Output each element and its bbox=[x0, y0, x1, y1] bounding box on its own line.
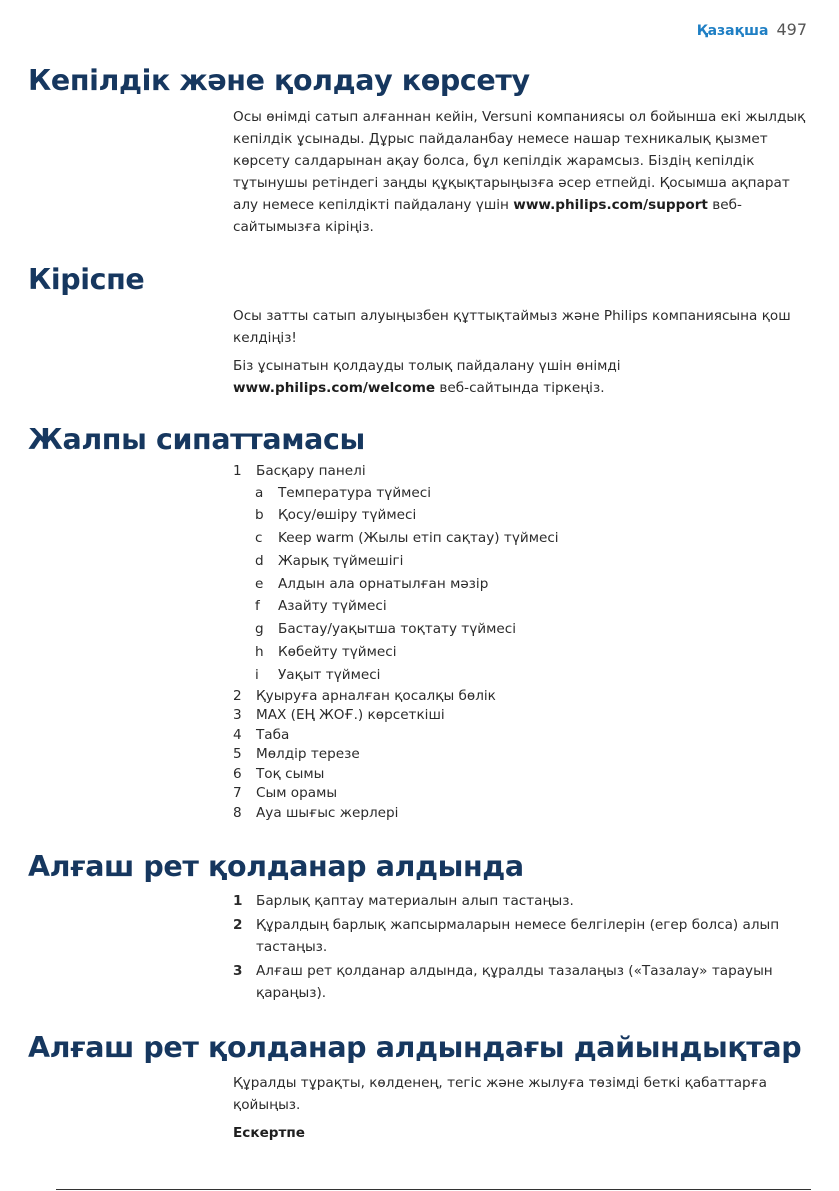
intro-paragraph-1: Осы затты сатып алуыңызбен құттықтаймыз және Philips компаниясына қош келдіңіз! bbox=[233, 308, 791, 346]
sub-item bbox=[233, 664, 808, 687]
note-label-text: Ескертпе bbox=[233, 1125, 306, 1141]
sub-item-text: Температура түймесі bbox=[278, 484, 432, 501]
sub-item-letter: b bbox=[255, 507, 264, 524]
list-item-text: Ауа шығыс жерлері bbox=[256, 804, 399, 821]
section-title-overview: Жалпы сипаттамасы bbox=[28, 423, 365, 456]
step-number: 1 bbox=[233, 893, 243, 909]
step-number: 2 bbox=[233, 917, 243, 933]
overview-list bbox=[233, 462, 808, 823]
list-item-text: Мөлдір терезе bbox=[256, 746, 360, 763]
sub-item-text: Көбейту түймесі bbox=[278, 644, 397, 661]
step-item bbox=[233, 890, 808, 912]
sub-item-letter: e bbox=[255, 575, 264, 592]
list-item-text: Сым орамы bbox=[256, 785, 338, 802]
sub-item-text: Жарық түймешігі bbox=[278, 552, 404, 569]
list-item-number: 2 bbox=[233, 687, 242, 704]
language-label: Қазақша bbox=[696, 23, 769, 39]
sub-item bbox=[233, 641, 808, 664]
sub-item-letter: i bbox=[255, 666, 259, 683]
sub-item bbox=[233, 595, 808, 618]
sub-item-letter: g bbox=[255, 621, 264, 638]
sub-item-text: Уақыт түймесі bbox=[278, 666, 381, 683]
list-item bbox=[233, 745, 808, 765]
list-item-number: 7 bbox=[233, 785, 242, 802]
list-item bbox=[233, 784, 808, 804]
list-item-text: MAX (ЕҢ ЖОҒ.) көрсеткіші bbox=[256, 707, 445, 724]
step-text: Құралдың барлық жапсырмаларын немесе белгілерін (егер болса) алып тастаңыз. bbox=[256, 917, 780, 955]
sub-item-letter: c bbox=[255, 530, 263, 547]
sub-item-text: Keep warm (Жылы етіп сақтау) түймесі bbox=[278, 530, 559, 547]
list-item bbox=[233, 765, 808, 785]
step-text: Алғаш рет қолданар алдында, құралды тазалаңыз («Тазалау» тарауын қараңыз). bbox=[256, 963, 773, 1001]
intro-text bbox=[233, 305, 808, 399]
page-header bbox=[697, 20, 807, 39]
warranty-paragraph bbox=[233, 106, 808, 238]
list-item-text: Таба bbox=[256, 726, 290, 743]
intro-paragraph-2 bbox=[233, 355, 808, 399]
sub-item-text: Азайту түймесі bbox=[278, 598, 387, 615]
sub-item-text: Алдын ала орнатылған мәзір bbox=[278, 575, 489, 592]
sub-item-letter: d bbox=[255, 552, 264, 569]
list-item bbox=[233, 706, 808, 726]
list-item-text: Тоқ сымы bbox=[256, 765, 325, 782]
sub-item bbox=[233, 550, 808, 573]
before-first-use-steps bbox=[233, 890, 808, 1006]
sub-item-letter: f bbox=[255, 598, 260, 615]
section-title-intro: Кіріспе bbox=[28, 263, 145, 296]
step-item bbox=[233, 914, 808, 958]
intro-text-start: Біз ұсынатын қолдауды толық пайдалану үшін өнімді bbox=[233, 358, 621, 374]
step-number: 3 bbox=[233, 963, 243, 979]
sub-item bbox=[233, 573, 808, 596]
intro-text-end: веб-сайтында тіркеңіз. bbox=[435, 380, 605, 396]
warranty-text bbox=[233, 106, 808, 238]
sub-item bbox=[233, 618, 808, 641]
list-item bbox=[233, 804, 808, 824]
step-text: Барлық қаптау материалын алып тастаңыз. bbox=[256, 893, 574, 909]
section-title-preparing: Алғаш рет қолданар алдындағы дайындықтар bbox=[28, 1031, 802, 1064]
preparing-text bbox=[233, 1072, 808, 1144]
section-title-before-first-use: Алғаш рет қолданар алдында bbox=[28, 850, 524, 883]
support-link[interactable]: www.philips.com/support bbox=[513, 197, 708, 213]
step-item bbox=[233, 960, 808, 1004]
list-item-number: 1 bbox=[233, 463, 242, 479]
sub-item-text: Қосу/өшіру түймесі bbox=[278, 507, 417, 524]
note-label bbox=[233, 1122, 808, 1144]
list-item-text: Басқару панелі bbox=[256, 463, 366, 479]
list-item-number: 3 bbox=[233, 707, 242, 724]
sub-item-text: Бастау/уақытша тоқтату түймесі bbox=[278, 621, 516, 638]
warranty-text-end: веб-сайтымызға кіріңіз. bbox=[233, 197, 742, 235]
list-item-number: 4 bbox=[233, 726, 242, 743]
list-item-number: 6 bbox=[233, 765, 242, 782]
preparing-paragraph: Құралды тұрақты, көлденең, тегіс және жылуға төзімді беткі қабаттарға қойыңыз. bbox=[233, 1075, 768, 1113]
list-item bbox=[233, 462, 808, 482]
list-item bbox=[233, 726, 808, 746]
page-number: 497 bbox=[776, 20, 807, 39]
welcome-link[interactable]: www.philips.com/welcome bbox=[233, 380, 436, 396]
sub-item bbox=[233, 504, 808, 527]
warranty-text-start: Осы өнімді сатып алғаннан кейін, Versuni компаниясы ол бойынша екі жылдық кепілдік ұсынады. Дұрыс пайдаланбау немесе нашар техникалық қызмет көрсету салдарынан ақау болса, бұл кепілдік жарамсыз. Біздің кепілдік тұтынушы ретіндегі заңды құқықтарыңызға әсер етпейді. Қосымша ақпарат алу немесе кепілдікті пайдалану үшін bbox=[233, 109, 806, 213]
sub-item bbox=[233, 482, 808, 505]
section-title-warranty: Кепілдік және қолдау көрсету bbox=[28, 64, 530, 97]
sub-item-letter: h bbox=[255, 644, 264, 661]
list-item-text: Қуыруға арналған қосалқы бөлік bbox=[256, 687, 496, 704]
list-item-number: 5 bbox=[233, 746, 242, 763]
footer-divider bbox=[56, 1189, 811, 1190]
list-item bbox=[233, 687, 808, 707]
sub-item bbox=[233, 527, 808, 550]
list-item-number: 8 bbox=[233, 804, 242, 821]
sub-item-letter: a bbox=[255, 484, 264, 501]
